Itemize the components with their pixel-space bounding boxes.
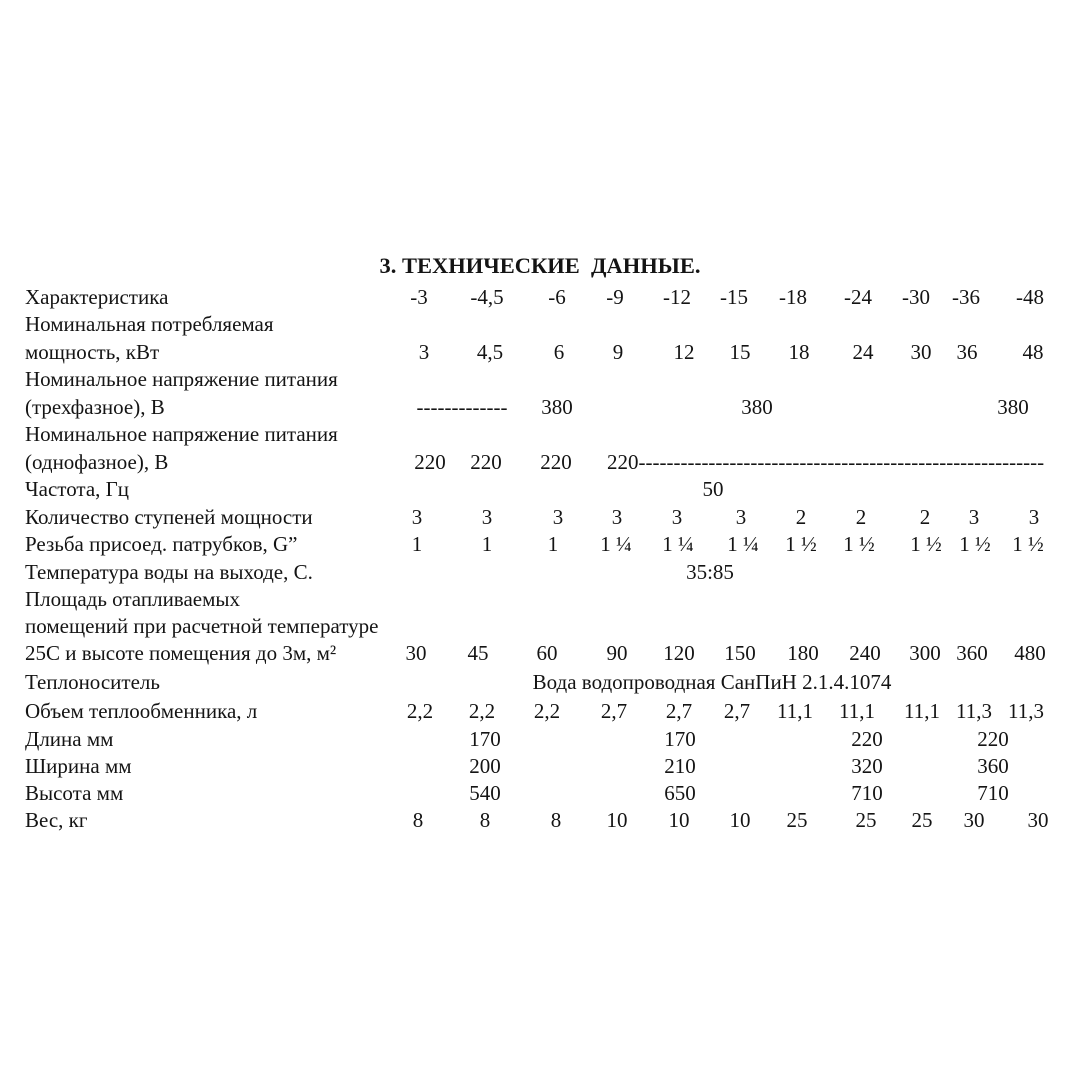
- water-temp-cell: 35:85: [686, 560, 734, 584]
- height-cell: 540: [469, 781, 501, 805]
- length-cell: 170: [469, 727, 501, 751]
- row-label-voltage-1: Номинальное напряжение питания: [25, 367, 338, 391]
- table-row-width: [0, 754, 1080, 781]
- row-label-weight: Вес, кг: [25, 808, 88, 832]
- length-cell: 220: [977, 727, 1009, 751]
- row-label-frequency: Частота, Гц: [25, 477, 130, 501]
- header-cell: -15: [720, 285, 748, 309]
- weight-cell: 25: [786, 808, 808, 832]
- weight-cell: 25: [855, 808, 877, 832]
- power-cell: 4,5: [476, 340, 504, 364]
- table-row-area: [0, 641, 1080, 668]
- row-label-area-1: Площадь отапливаемых: [25, 587, 240, 611]
- area-cell: 150: [724, 641, 756, 665]
- voltage3ph-dashes: -------------: [416, 395, 508, 419]
- thread-cell: 1 ½: [1012, 532, 1044, 556]
- volume-cell: 2,2: [468, 699, 496, 723]
- row-label-width: Ширина мм: [25, 754, 132, 778]
- header-cell: -12: [663, 285, 691, 309]
- voltage3ph-cell: 380: [541, 395, 573, 419]
- coolant-cell: Вода водопроводная СанПиН 2.1.4.1074: [532, 670, 892, 694]
- area-cell: 120: [663, 641, 695, 665]
- steps-cell: 3: [968, 505, 980, 529]
- area-cell: 30: [405, 641, 427, 665]
- power-cell: 18: [788, 340, 810, 364]
- area-cell: 90: [606, 641, 628, 665]
- steps-cell: 3: [552, 505, 564, 529]
- length-cell: 170: [664, 727, 696, 751]
- height-cell: 650: [664, 781, 696, 805]
- width-cell: 360: [977, 754, 1009, 778]
- thread-cell: 1 ½: [843, 532, 875, 556]
- row-label-voltage-3ph: (трехфазное), В: [25, 395, 165, 419]
- thread-cell: 1: [411, 532, 423, 556]
- header-cell: -24: [844, 285, 872, 309]
- table-row-voltage1ph: [0, 450, 1080, 477]
- frequency-cell: 50: [702, 477, 724, 501]
- steps-cell: 3: [611, 505, 623, 529]
- voltage3ph-cell: 380: [997, 395, 1029, 419]
- height-cell: 710: [977, 781, 1009, 805]
- area-cell: 180: [787, 641, 819, 665]
- header-cell: -48: [1016, 285, 1044, 309]
- weight-cell: 8: [479, 808, 491, 832]
- table-row-length: [0, 727, 1080, 754]
- page-title: 3. ТЕХНИЧЕСКИЕ ДАННЫЕ.: [379, 253, 701, 278]
- table-row-thread: [0, 532, 1080, 559]
- voltage1ph-dashes: 220----------------------------------------------------------: [607, 450, 1045, 474]
- weight-cell: 25: [911, 808, 933, 832]
- thread-cell: 1: [481, 532, 493, 556]
- steps-cell: 2: [919, 505, 931, 529]
- volume-cell: 2,2: [533, 699, 561, 723]
- header-cell: -9: [606, 285, 624, 309]
- steps-cell: 3: [735, 505, 747, 529]
- row-label-voltage-1: Номинальное напряжение питания: [25, 422, 338, 446]
- length-cell: 220: [851, 727, 883, 751]
- row-label-height: Высота мм: [25, 781, 124, 805]
- volume-cell: 2,7: [600, 699, 628, 723]
- thread-cell: 1 ½: [910, 532, 942, 556]
- table-row-area-label2: [0, 614, 1080, 641]
- thread-cell: 1: [547, 532, 559, 556]
- thread-cell: 1 ¼: [600, 532, 632, 556]
- area-cell: 45: [467, 641, 489, 665]
- steps-cell: 2: [795, 505, 807, 529]
- steps-cell: 3: [671, 505, 683, 529]
- volume-cell: 2,7: [665, 699, 693, 723]
- table-row-weight: [0, 808, 1080, 835]
- weight-cell: 30: [1027, 808, 1049, 832]
- table-row-header: [0, 285, 1080, 312]
- weight-cell: 10: [668, 808, 690, 832]
- table-row-voltage3ph-label1: [0, 367, 1080, 394]
- table-row-power-label1: [0, 312, 1080, 339]
- volume-cell: 11,1: [904, 699, 940, 723]
- power-cell: 6: [553, 340, 565, 364]
- power-cell: 30: [910, 340, 932, 364]
- volume-cell: 11,3: [1008, 699, 1044, 723]
- table-row-steps: [0, 505, 1080, 532]
- volume-cell: 11,1: [839, 699, 875, 723]
- weight-cell: 8: [550, 808, 562, 832]
- thread-cell: 1 ¼: [727, 532, 759, 556]
- thread-cell: 1 ½: [785, 532, 817, 556]
- weight-cell: 8: [412, 808, 424, 832]
- steps-cell: 3: [411, 505, 423, 529]
- voltage1ph-cell: 220: [414, 450, 446, 474]
- table-row-area-label1: [0, 587, 1080, 614]
- power-cell: 3: [418, 340, 430, 364]
- header-cell: -6: [548, 285, 566, 309]
- row-label-nominal-power-2: мощность, кВт: [25, 340, 160, 364]
- weight-cell: 10: [729, 808, 751, 832]
- table-row-power: [0, 340, 1080, 367]
- row-label-area-2: помещений при расчетной температуре: [25, 614, 379, 638]
- area-cell: 240: [849, 641, 881, 665]
- thread-cell: 1 ½: [959, 532, 991, 556]
- height-cell: 710: [851, 781, 883, 805]
- row-label-steps: Количество ступеней мощности: [25, 505, 313, 529]
- row-label-voltage-1ph: (однофазное), В: [25, 450, 169, 474]
- row-label-coolant: Теплоноситель: [25, 670, 160, 694]
- header-cell: -30: [902, 285, 930, 309]
- table-row-water-temp: [0, 560, 1080, 587]
- volume-cell: 2,2: [406, 699, 434, 723]
- steps-cell: 3: [481, 505, 493, 529]
- area-cell: 360: [956, 641, 988, 665]
- header-cell: -36: [952, 285, 980, 309]
- header-cell: -3: [410, 285, 428, 309]
- thread-cell: 1 ¼: [662, 532, 694, 556]
- table-row-voltage3ph: [0, 395, 1080, 422]
- area-cell: 60: [536, 641, 558, 665]
- table-row-coolant: [0, 670, 1080, 697]
- power-cell: 9: [612, 340, 624, 364]
- table-row-volume: [0, 699, 1080, 726]
- power-cell: 12: [673, 340, 695, 364]
- power-cell: 48: [1022, 340, 1044, 364]
- power-cell: 24: [852, 340, 874, 364]
- row-label-thread: Резьба присоед. патрубков, G”: [25, 532, 298, 556]
- row-label-area-3: 25С и высоте помещения до 3м, м²: [25, 641, 337, 665]
- voltage1ph-cell: 220: [470, 450, 502, 474]
- table-row-height: [0, 781, 1080, 808]
- volume-cell: 2,7: [723, 699, 751, 723]
- volume-cell: 11,1: [777, 699, 813, 723]
- steps-cell: 3: [1028, 505, 1040, 529]
- power-cell: 36: [956, 340, 978, 364]
- width-cell: 320: [851, 754, 883, 778]
- row-label-water-temp: Температура воды на выходе, С.: [25, 560, 313, 584]
- width-cell: 210: [664, 754, 696, 778]
- area-cell: 300: [909, 641, 941, 665]
- row-label-characteristic: Характеристика: [25, 285, 169, 309]
- row-label-nominal-power-1: Номинальная потребляемая: [25, 312, 274, 336]
- volume-cell: 11,3: [956, 699, 992, 723]
- table-row-frequency: [0, 477, 1080, 504]
- area-cell: 480: [1014, 641, 1046, 665]
- table-row-voltage1ph-label1: [0, 422, 1080, 449]
- power-cell: 15: [729, 340, 751, 364]
- width-cell: 200: [469, 754, 501, 778]
- steps-cell: 2: [855, 505, 867, 529]
- weight-cell: 10: [606, 808, 628, 832]
- row-label-volume: Объем теплообменника, л: [25, 699, 258, 723]
- header-cell: -4,5: [470, 285, 504, 309]
- header-cell: -18: [779, 285, 807, 309]
- row-label-length: Длина мм: [25, 727, 114, 751]
- weight-cell: 30: [963, 808, 985, 832]
- voltage3ph-cell: 380: [741, 395, 773, 419]
- voltage1ph-cell: 220: [540, 450, 572, 474]
